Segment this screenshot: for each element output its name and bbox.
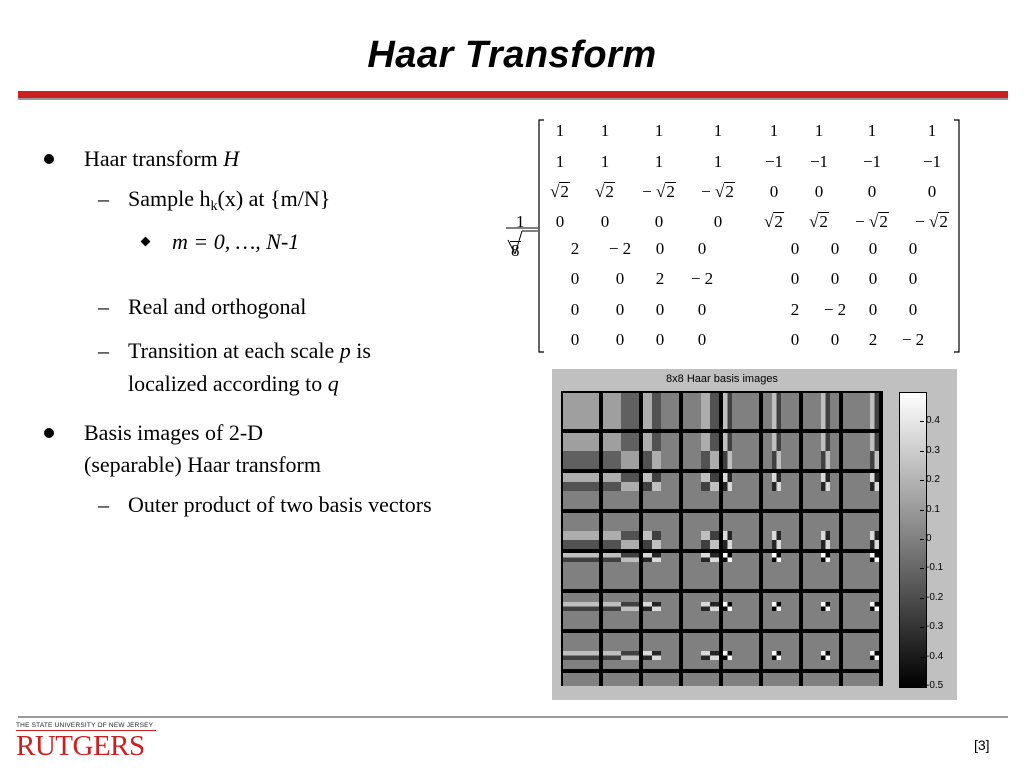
matrix-cell: 0 bbox=[555, 212, 565, 231]
basis-image-tile bbox=[563, 393, 599, 429]
matrix-cell: 1 bbox=[927, 121, 937, 140]
matrix-cell: 0 bbox=[790, 330, 800, 349]
dash-icon: – bbox=[98, 492, 109, 517]
colorbar-tick-label: -0.2 bbox=[926, 591, 944, 603]
subbullet-transition bbox=[98, 334, 371, 400]
basis-image-tile bbox=[563, 673, 599, 686]
matrix-cell: 0 bbox=[697, 330, 707, 349]
basis-image-tile bbox=[683, 593, 719, 629]
matrix-cell: 1 bbox=[814, 121, 824, 140]
matrix-cell: 0 bbox=[655, 330, 665, 349]
logo-tagline: THE STATE UNIVERSITY OF NEW JERSEY bbox=[16, 722, 156, 731]
basis-image-tile bbox=[603, 393, 639, 429]
matrix-cell: √2 bbox=[764, 212, 783, 231]
basis-image-tile bbox=[723, 593, 759, 629]
basis-image-tile bbox=[643, 513, 679, 549]
diamond-bullet-icon bbox=[141, 237, 151, 247]
basis-image-tile bbox=[563, 593, 599, 629]
basis-image-tile bbox=[683, 673, 719, 686]
matrix-cell: 0 bbox=[868, 239, 878, 258]
matrix-cell: 1 bbox=[555, 121, 565, 140]
basis-image-tile bbox=[603, 673, 639, 686]
matrix-cell: − 2 bbox=[608, 239, 632, 258]
subbullet-real-orthogonal bbox=[98, 290, 307, 323]
scale-denominator: 8 bbox=[511, 241, 520, 260]
matrix-cell: − √2 bbox=[855, 212, 888, 231]
matrix-cell: − √2 bbox=[701, 182, 734, 201]
subsubbullet-range bbox=[172, 226, 299, 258]
matrix-cell: 1 bbox=[654, 152, 664, 171]
matrix-cell: 1 bbox=[867, 121, 877, 140]
matrix-cell: √2 bbox=[595, 182, 614, 201]
matrix-cell: 0 bbox=[654, 212, 664, 231]
subbullet-text-line2: localized according to bbox=[128, 371, 328, 396]
basis-image-tile bbox=[763, 593, 799, 629]
matrix-cell: 2 bbox=[868, 330, 878, 349]
subbullet-italic-p: p bbox=[339, 338, 351, 363]
matrix-cell: 0 bbox=[655, 300, 665, 319]
basis-image-tile bbox=[563, 473, 599, 509]
matrix-cell: 1 bbox=[600, 121, 610, 140]
slide-title: Haar Transform bbox=[367, 34, 657, 76]
basis-image-tile bbox=[563, 513, 599, 549]
bullet-line2: (separable) Haar transform bbox=[84, 452, 321, 477]
basis-image-tile bbox=[603, 633, 639, 669]
matrix-cell: 0 bbox=[830, 239, 840, 258]
basis-image-tile bbox=[803, 553, 839, 589]
matrix-cell: 1 bbox=[600, 152, 610, 171]
matrix-cell: − √2 bbox=[642, 182, 675, 201]
basis-image-tile bbox=[723, 633, 759, 669]
matrix-cell: 0 bbox=[814, 182, 824, 201]
matrix-cell: 0 bbox=[570, 269, 580, 288]
title-rule-shadow bbox=[18, 98, 1008, 100]
basis-image-tile bbox=[603, 593, 639, 629]
matrix-cell: − 2 bbox=[901, 330, 925, 349]
basis-image-tile bbox=[683, 513, 719, 549]
right-bracket bbox=[954, 120, 959, 352]
subbullet-outer-product bbox=[98, 488, 432, 521]
basis-image-tile bbox=[843, 673, 879, 686]
dash-icon: – bbox=[98, 186, 109, 211]
basis-image-tile bbox=[763, 673, 799, 686]
bullet-haar-transform bbox=[84, 143, 239, 175]
colorbar-tick-label: 0.1 bbox=[926, 503, 940, 515]
matrix-cell: 0 bbox=[830, 269, 840, 288]
basis-image-tile bbox=[643, 593, 679, 629]
matrix-cell: 1 bbox=[713, 152, 723, 171]
matrix-cell: −1 bbox=[809, 152, 829, 171]
rutgers-logo bbox=[16, 722, 156, 761]
basis-image-tile bbox=[603, 553, 639, 589]
basis-image-tile bbox=[683, 473, 719, 509]
colorbar-tick-label: -0.3 bbox=[926, 621, 944, 633]
bullet-dot-icon bbox=[44, 154, 54, 164]
matrix-cell: − 2 bbox=[823, 300, 847, 319]
matrix-cell: 1 bbox=[769, 121, 779, 140]
colorbar-tick-label: 0.2 bbox=[926, 474, 940, 486]
basis-images-figure bbox=[552, 369, 957, 700]
basis-image-tile bbox=[683, 433, 719, 469]
colorbar-tick-label: -0.1 bbox=[926, 562, 944, 574]
basis-image-tile bbox=[723, 393, 759, 429]
matrix-cell: − 2 bbox=[690, 269, 714, 288]
basis-image-tile bbox=[723, 473, 759, 509]
basis-image-tile bbox=[803, 593, 839, 629]
basis-image-tile bbox=[683, 393, 719, 429]
basis-image-tile bbox=[643, 433, 679, 469]
dash-icon: – bbox=[98, 338, 109, 363]
matrix-cell: 0 bbox=[615, 300, 625, 319]
matrix-cell: − √2 bbox=[915, 212, 948, 231]
subbullet-text: Real and orthogonal bbox=[128, 294, 307, 319]
subbullet-sample bbox=[98, 182, 331, 223]
bullet-text: Haar transform bbox=[84, 146, 224, 171]
basis-image-tile bbox=[763, 513, 799, 549]
basis-image-tile bbox=[803, 433, 839, 469]
page-number: [3] bbox=[974, 737, 990, 753]
haar-matrix bbox=[502, 114, 964, 358]
basis-image-tile bbox=[803, 633, 839, 669]
basis-image-tile bbox=[843, 593, 879, 629]
basis-image-tile bbox=[563, 633, 599, 669]
matrix-cell: 0 bbox=[908, 269, 918, 288]
basis-image-tile bbox=[803, 513, 839, 549]
basis-image-tile bbox=[763, 633, 799, 669]
footer-rule bbox=[18, 716, 1008, 718]
basis-image-grid bbox=[561, 391, 883, 686]
matrix-cell: 0 bbox=[600, 212, 610, 231]
bullet-basis-images bbox=[84, 417, 321, 481]
matrix-brackets bbox=[502, 114, 964, 358]
matrix-cell: 0 bbox=[615, 330, 625, 349]
matrix-cell: 2 bbox=[655, 269, 665, 288]
basis-image-tile bbox=[603, 513, 639, 549]
basis-image-tile bbox=[843, 513, 879, 549]
subbullet-text: Outer product of two basis vectors bbox=[128, 492, 432, 517]
colorbar-tick-label: 0 bbox=[926, 533, 932, 544]
matrix-cell: −1 bbox=[764, 152, 784, 171]
basis-image-tile bbox=[843, 433, 879, 469]
basis-image-tile bbox=[843, 393, 879, 429]
matrix-cell: 1 bbox=[555, 152, 565, 171]
matrix-cell: 1 bbox=[713, 121, 723, 140]
basis-image-tile bbox=[803, 473, 839, 509]
bullet-dot-icon bbox=[44, 428, 54, 438]
matrix-cell: −1 bbox=[862, 152, 882, 171]
colorbar-tick-label: -0.5 bbox=[926, 680, 944, 691]
basis-image-tile bbox=[683, 633, 719, 669]
colorbar bbox=[899, 392, 927, 688]
matrix-cell: 0 bbox=[570, 300, 580, 319]
colorbar-tick-label: -0.4 bbox=[926, 650, 944, 662]
basis-image-tile bbox=[763, 473, 799, 509]
matrix-cell: 0 bbox=[713, 212, 723, 231]
matrix-cell: 0 bbox=[867, 182, 877, 201]
matrix-cell: 0 bbox=[868, 300, 878, 319]
figure-title: 8x8 Haar basis images bbox=[666, 373, 778, 385]
matrix-cell: 0 bbox=[790, 269, 800, 288]
matrix-cell: 0 bbox=[769, 182, 779, 201]
basis-image-tile bbox=[763, 393, 799, 429]
basis-image-tile bbox=[643, 633, 679, 669]
basis-image-tile bbox=[803, 393, 839, 429]
basis-image-tile bbox=[803, 673, 839, 686]
matrix-cell: 0 bbox=[790, 239, 800, 258]
bullet-italic: H bbox=[223, 146, 240, 171]
matrix-cell: 0 bbox=[697, 300, 707, 319]
basis-image-tile bbox=[763, 433, 799, 469]
colorbar-tick-label: 0.4 bbox=[926, 415, 940, 427]
matrix-cell: 0 bbox=[868, 269, 878, 288]
basis-image-tile bbox=[723, 553, 759, 589]
matrix-cell: 0 bbox=[908, 239, 918, 258]
matrix-cell: 1 bbox=[654, 121, 664, 140]
matrix-cell: 0 bbox=[908, 300, 918, 319]
subbullet-italic-q: q bbox=[327, 371, 339, 396]
matrix-cell: −1 bbox=[922, 152, 942, 171]
basis-image-tile bbox=[843, 633, 879, 669]
basis-image-tile bbox=[603, 433, 639, 469]
scale-numerator: 1 bbox=[516, 212, 525, 231]
subbullet-text: Transition at each scale bbox=[128, 338, 340, 363]
basis-image-tile bbox=[843, 553, 879, 589]
subbullet-text-is: is bbox=[350, 338, 371, 363]
matrix-cell: 0 bbox=[830, 330, 840, 349]
logo-wordmark: RUTGERS bbox=[16, 730, 145, 762]
basis-image-tile bbox=[843, 473, 879, 509]
matrix-cell: 0 bbox=[697, 239, 707, 258]
subbullet-text: Sample h bbox=[128, 186, 211, 211]
subbullet-text-rest: (x) at {m/N} bbox=[217, 186, 331, 211]
basis-image-tile bbox=[643, 473, 679, 509]
matrix-cell: 0 bbox=[655, 239, 665, 258]
matrix-cell: √2 bbox=[809, 212, 828, 231]
basis-image-tile bbox=[643, 553, 679, 589]
matrix-cell: 0 bbox=[570, 330, 580, 349]
basis-image-tile bbox=[643, 393, 679, 429]
basis-image-tile bbox=[563, 553, 599, 589]
basis-image-tile bbox=[723, 673, 759, 686]
basis-image-tile bbox=[723, 513, 759, 549]
dash-icon: – bbox=[98, 294, 109, 319]
basis-image-tile bbox=[563, 433, 599, 469]
matrix-cell: √2 bbox=[550, 182, 569, 201]
matrix-cell: 2 bbox=[790, 300, 800, 319]
basis-image-tile bbox=[683, 553, 719, 589]
basis-image-tile bbox=[643, 673, 679, 686]
colorbar-tick-label: 0.3 bbox=[926, 444, 940, 456]
matrix-cell: 0 bbox=[927, 182, 937, 201]
bullet-line1: Basis images of 2-D bbox=[84, 420, 264, 445]
left-bracket bbox=[539, 120, 544, 352]
title-rule bbox=[18, 91, 1008, 98]
basis-image-tile bbox=[763, 553, 799, 589]
matrix-cell: 2 bbox=[570, 239, 580, 258]
basis-image-tile bbox=[723, 433, 759, 469]
basis-image-tile bbox=[603, 473, 639, 509]
subsubbullet-text: m = 0, …, N-1 bbox=[172, 229, 300, 254]
matrix-cell: 0 bbox=[615, 269, 625, 288]
subscript-k: k bbox=[210, 199, 218, 214]
